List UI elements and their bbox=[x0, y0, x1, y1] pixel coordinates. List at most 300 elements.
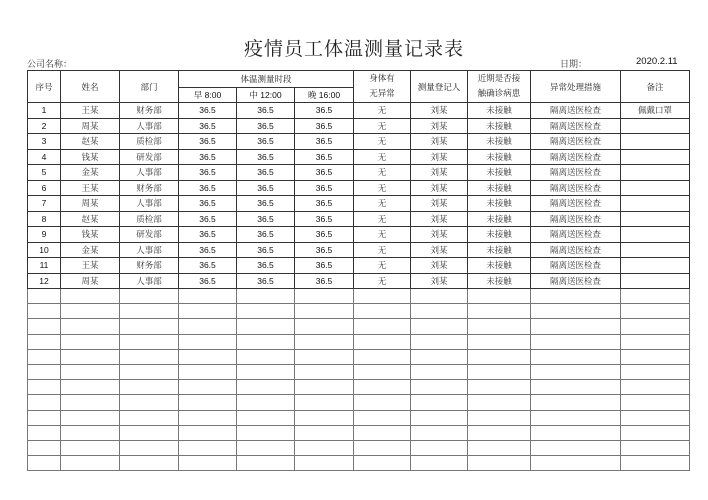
cell-measures: 隔离送医检查 bbox=[531, 165, 621, 181]
empty-cell[interactable] bbox=[295, 456, 354, 471]
cell-remarks bbox=[621, 134, 690, 150]
empty-cell[interactable] bbox=[237, 319, 295, 334]
cell-temp-evening: 36.5 bbox=[295, 273, 354, 289]
cell-temp-evening: 36.5 bbox=[295, 227, 354, 243]
company-name-label: 公司名称： bbox=[27, 60, 73, 70]
empty-cell[interactable] bbox=[468, 304, 531, 319]
empty-cell[interactable] bbox=[28, 380, 61, 395]
empty-cell[interactable] bbox=[354, 456, 411, 471]
cell-contact: 未接触 bbox=[468, 196, 531, 212]
empty-cell[interactable] bbox=[295, 440, 354, 455]
cell-name: 王某 bbox=[61, 258, 120, 274]
cell-contact: 未接触 bbox=[468, 118, 531, 134]
empty-cell[interactable] bbox=[28, 425, 61, 440]
cell-name: 周某 bbox=[61, 196, 120, 212]
empty-cell[interactable] bbox=[411, 319, 468, 334]
empty-cell[interactable] bbox=[621, 364, 690, 379]
cell-temp-noon: 36.5 bbox=[237, 118, 295, 134]
empty-cell[interactable] bbox=[295, 319, 354, 334]
cell-dept: 人事部 bbox=[120, 242, 179, 258]
empty-cell[interactable] bbox=[621, 395, 690, 410]
empty-cell[interactable] bbox=[237, 425, 295, 440]
cell-name: 王某 bbox=[61, 103, 120, 119]
empty-cell[interactable] bbox=[531, 425, 621, 440]
empty-cell[interactable] bbox=[179, 440, 237, 455]
empty-cell[interactable] bbox=[120, 440, 179, 455]
empty-cell[interactable] bbox=[468, 319, 531, 334]
empty-cell[interactable] bbox=[237, 364, 295, 379]
cell-contact: 未接触 bbox=[468, 211, 531, 227]
header-measures: 异常处理措施 bbox=[531, 71, 621, 103]
empty-cell[interactable] bbox=[179, 289, 237, 304]
empty-cell[interactable] bbox=[411, 395, 468, 410]
cell-temp-morning: 36.5 bbox=[179, 273, 237, 289]
empty-cell[interactable] bbox=[411, 289, 468, 304]
empty-cell[interactable] bbox=[411, 349, 468, 364]
cell-measures: 隔离送医检查 bbox=[531, 103, 621, 119]
table-row bbox=[28, 165, 690, 181]
date-label: 日期： bbox=[560, 60, 588, 70]
cell-temp-morning: 36.5 bbox=[179, 242, 237, 258]
empty-cell[interactable] bbox=[468, 410, 531, 425]
cell-seq: 1 bbox=[28, 103, 61, 119]
empty-cell[interactable] bbox=[354, 319, 411, 334]
empty-cell[interactable] bbox=[621, 334, 690, 349]
empty-cell[interactable] bbox=[120, 410, 179, 425]
cell-contact: 未接触 bbox=[468, 149, 531, 165]
empty-cell[interactable] bbox=[468, 440, 531, 455]
empty-cell[interactable] bbox=[621, 380, 690, 395]
empty-cell[interactable] bbox=[61, 304, 120, 319]
cell-measures: 隔离送医检查 bbox=[531, 118, 621, 134]
cell-contact: 未接触 bbox=[468, 242, 531, 258]
empty-cell[interactable] bbox=[120, 334, 179, 349]
empty-cell[interactable] bbox=[621, 289, 690, 304]
empty-cell[interactable] bbox=[354, 349, 411, 364]
cell-name: 王某 bbox=[61, 180, 120, 196]
table-row bbox=[28, 211, 690, 227]
cell-name: 钱某 bbox=[61, 149, 120, 165]
empty-cell[interactable] bbox=[28, 410, 61, 425]
empty-cell[interactable] bbox=[411, 364, 468, 379]
empty-cell[interactable] bbox=[61, 289, 120, 304]
cell-seq: 12 bbox=[28, 273, 61, 289]
empty-cell[interactable] bbox=[179, 425, 237, 440]
empty-cell[interactable] bbox=[120, 319, 179, 334]
empty-cell[interactable] bbox=[411, 334, 468, 349]
cell-recorder: 刘某 bbox=[411, 149, 468, 165]
cell-seq: 8 bbox=[28, 211, 61, 227]
table-row bbox=[28, 103, 690, 119]
empty-cell[interactable] bbox=[28, 364, 61, 379]
cell-contact: 未接触 bbox=[468, 165, 531, 181]
cell-abnormal: 无 bbox=[354, 165, 411, 181]
empty-cell[interactable] bbox=[237, 395, 295, 410]
table-row bbox=[28, 273, 690, 289]
empty-cell[interactable] bbox=[120, 364, 179, 379]
empty-cell[interactable] bbox=[179, 395, 237, 410]
empty-cell[interactable] bbox=[61, 334, 120, 349]
cell-remarks bbox=[621, 258, 690, 274]
cell-temp-noon: 36.5 bbox=[237, 258, 295, 274]
cell-seq: 10 bbox=[28, 242, 61, 258]
cell-seq: 9 bbox=[28, 227, 61, 243]
cell-seq: 4 bbox=[28, 149, 61, 165]
cell-contact: 未接触 bbox=[468, 227, 531, 243]
empty-cell[interactable] bbox=[120, 304, 179, 319]
cell-name: 金某 bbox=[61, 242, 120, 258]
empty-cell[interactable] bbox=[120, 289, 179, 304]
empty-cell[interactable] bbox=[61, 319, 120, 334]
empty-cell[interactable] bbox=[468, 456, 531, 471]
cell-measures: 隔离送医检查 bbox=[531, 258, 621, 274]
cell-temp-evening: 36.5 bbox=[295, 180, 354, 196]
empty-cell[interactable] bbox=[61, 380, 120, 395]
empty-cell[interactable] bbox=[531, 380, 621, 395]
empty-table-row bbox=[28, 440, 690, 455]
cell-seq: 3 bbox=[28, 134, 61, 150]
empty-cell[interactable] bbox=[237, 304, 295, 319]
empty-cell[interactable] bbox=[120, 349, 179, 364]
cell-temp-morning: 36.5 bbox=[179, 103, 237, 119]
empty-cell[interactable] bbox=[28, 304, 61, 319]
empty-cell[interactable] bbox=[295, 364, 354, 379]
cell-abnormal: 无 bbox=[354, 227, 411, 243]
empty-cell[interactable] bbox=[295, 395, 354, 410]
cell-temp-evening: 36.5 bbox=[295, 134, 354, 150]
cell-remarks: 佩戴口罩 bbox=[621, 103, 690, 119]
empty-cell[interactable] bbox=[531, 364, 621, 379]
empty-cell[interactable] bbox=[237, 334, 295, 349]
header-contact bbox=[468, 71, 531, 103]
empty-cell[interactable] bbox=[28, 395, 61, 410]
empty-cell[interactable] bbox=[179, 364, 237, 379]
empty-cell[interactable] bbox=[411, 410, 468, 425]
cell-recorder: 刘某 bbox=[411, 227, 468, 243]
empty-cell[interactable] bbox=[295, 380, 354, 395]
table-row bbox=[28, 180, 690, 196]
empty-cell[interactable] bbox=[237, 289, 295, 304]
cell-temp-morning: 36.5 bbox=[179, 258, 237, 274]
empty-cell[interactable] bbox=[354, 380, 411, 395]
empty-cell[interactable] bbox=[411, 440, 468, 455]
empty-cell[interactable] bbox=[28, 440, 61, 455]
empty-cell[interactable] bbox=[28, 349, 61, 364]
empty-cell[interactable] bbox=[354, 304, 411, 319]
empty-cell[interactable] bbox=[61, 364, 120, 379]
empty-cell[interactable] bbox=[531, 440, 621, 455]
cell-name: 钱某 bbox=[61, 227, 120, 243]
empty-cell[interactable] bbox=[531, 319, 621, 334]
table-row bbox=[28, 196, 690, 212]
cell-measures: 隔离送医检查 bbox=[531, 134, 621, 150]
header-seq: 序号 bbox=[28, 71, 61, 103]
empty-cell[interactable] bbox=[621, 410, 690, 425]
cell-recorder: 刘某 bbox=[411, 242, 468, 258]
cell-temp-noon: 36.5 bbox=[237, 211, 295, 227]
empty-cell[interactable] bbox=[354, 425, 411, 440]
empty-table-row bbox=[28, 304, 690, 319]
empty-table-row bbox=[28, 395, 690, 410]
cell-temp-morning: 36.5 bbox=[179, 196, 237, 212]
cell-temp-morning: 36.5 bbox=[179, 211, 237, 227]
header-recorder: 测量登记人 bbox=[411, 71, 468, 103]
empty-cell[interactable] bbox=[531, 395, 621, 410]
empty-cell[interactable] bbox=[468, 289, 531, 304]
cell-temp-evening: 36.5 bbox=[295, 196, 354, 212]
cell-temp-noon: 36.5 bbox=[237, 242, 295, 258]
empty-cell[interactable] bbox=[295, 304, 354, 319]
cell-abnormal: 无 bbox=[354, 273, 411, 289]
cell-seq: 5 bbox=[28, 165, 61, 181]
empty-table-row bbox=[28, 334, 690, 349]
empty-cell[interactable] bbox=[61, 349, 120, 364]
cell-name: 赵某 bbox=[61, 211, 120, 227]
cell-abnormal: 无 bbox=[354, 134, 411, 150]
empty-cell[interactable] bbox=[295, 410, 354, 425]
empty-cell[interactable] bbox=[179, 456, 237, 471]
cell-recorder: 刘某 bbox=[411, 165, 468, 181]
cell-measures: 隔离送医检查 bbox=[531, 180, 621, 196]
empty-cell[interactable] bbox=[61, 395, 120, 410]
cell-temp-evening: 36.5 bbox=[295, 258, 354, 274]
empty-cell[interactable] bbox=[411, 425, 468, 440]
empty-cell[interactable] bbox=[621, 349, 690, 364]
cell-abnormal: 无 bbox=[354, 258, 411, 274]
cell-abnormal: 无 bbox=[354, 196, 411, 212]
empty-table-row bbox=[28, 289, 690, 304]
cell-remarks bbox=[621, 211, 690, 227]
empty-cell[interactable] bbox=[237, 410, 295, 425]
cell-remarks bbox=[621, 118, 690, 134]
table-row bbox=[28, 227, 690, 243]
header-remarks: 备注 bbox=[621, 71, 690, 103]
cell-measures: 隔离送医检查 bbox=[531, 211, 621, 227]
cell-recorder: 刘某 bbox=[411, 211, 468, 227]
empty-cell[interactable] bbox=[354, 395, 411, 410]
cell-temp-evening: 36.5 bbox=[295, 242, 354, 258]
empty-cell[interactable] bbox=[61, 425, 120, 440]
empty-cell[interactable] bbox=[531, 334, 621, 349]
cell-abnormal: 无 bbox=[354, 211, 411, 227]
empty-cell[interactable] bbox=[179, 349, 237, 364]
cell-name: 周某 bbox=[61, 118, 120, 134]
empty-cell[interactable] bbox=[354, 334, 411, 349]
cell-recorder: 刘某 bbox=[411, 134, 468, 150]
cell-seq: 7 bbox=[28, 196, 61, 212]
empty-cell[interactable] bbox=[621, 456, 690, 471]
header-temp-group: 体温测量时段 bbox=[179, 71, 354, 88]
cell-contact: 未接触 bbox=[468, 180, 531, 196]
cell-temp-noon: 36.5 bbox=[237, 273, 295, 289]
cell-recorder: 刘某 bbox=[411, 103, 468, 119]
empty-cell[interactable] bbox=[411, 380, 468, 395]
cell-dept: 质检部 bbox=[120, 134, 179, 150]
header-abnormal bbox=[354, 71, 411, 103]
empty-cell[interactable] bbox=[61, 440, 120, 455]
empty-cell[interactable] bbox=[531, 304, 621, 319]
cell-name: 周某 bbox=[61, 273, 120, 289]
empty-cell[interactable] bbox=[354, 289, 411, 304]
cell-remarks bbox=[621, 242, 690, 258]
cell-temp-morning: 36.5 bbox=[179, 118, 237, 134]
cell-temp-morning: 36.5 bbox=[179, 180, 237, 196]
cell-name: 赵某 bbox=[61, 134, 120, 150]
empty-cell[interactable] bbox=[468, 334, 531, 349]
cell-recorder: 刘某 bbox=[411, 196, 468, 212]
table-row bbox=[28, 118, 690, 134]
cell-temp-morning: 36.5 bbox=[179, 165, 237, 181]
empty-cell[interactable] bbox=[61, 410, 120, 425]
table-row bbox=[28, 242, 690, 258]
empty-cell[interactable] bbox=[120, 395, 179, 410]
cell-measures: 隔离送医检查 bbox=[531, 242, 621, 258]
table-row bbox=[28, 258, 690, 274]
empty-cell[interactable] bbox=[179, 319, 237, 334]
empty-cell[interactable] bbox=[468, 380, 531, 395]
cell-abnormal: 无 bbox=[354, 242, 411, 258]
empty-table-row bbox=[28, 380, 690, 395]
table-row bbox=[28, 149, 690, 165]
empty-table-row bbox=[28, 456, 690, 471]
cell-recorder: 刘某 bbox=[411, 258, 468, 274]
cell-remarks bbox=[621, 149, 690, 165]
cell-measures: 隔离送医检查 bbox=[531, 273, 621, 289]
empty-cell[interactable] bbox=[295, 425, 354, 440]
empty-table-row bbox=[28, 319, 690, 334]
cell-dept: 研发部 bbox=[120, 149, 179, 165]
empty-cell[interactable] bbox=[468, 425, 531, 440]
cell-temp-evening: 36.5 bbox=[295, 103, 354, 119]
cell-dept: 财务部 bbox=[120, 103, 179, 119]
temperature-record-table bbox=[27, 70, 690, 471]
empty-table-row bbox=[28, 410, 690, 425]
empty-cell[interactable] bbox=[621, 304, 690, 319]
empty-cell[interactable] bbox=[295, 349, 354, 364]
cell-contact: 未接触 bbox=[468, 273, 531, 289]
empty-cell[interactable] bbox=[179, 304, 237, 319]
cell-contact: 未接触 bbox=[468, 103, 531, 119]
cell-seq: 6 bbox=[28, 180, 61, 196]
empty-cell[interactable] bbox=[531, 349, 621, 364]
empty-cell[interactable] bbox=[179, 334, 237, 349]
empty-cell[interactable] bbox=[531, 410, 621, 425]
empty-cell[interactable] bbox=[179, 380, 237, 395]
empty-cell[interactable] bbox=[295, 334, 354, 349]
header-evening: 晚 16:00 bbox=[295, 88, 354, 103]
empty-cell[interactable] bbox=[531, 456, 621, 471]
empty-cell[interactable] bbox=[28, 334, 61, 349]
empty-cell[interactable] bbox=[120, 380, 179, 395]
cell-temp-noon: 36.5 bbox=[237, 227, 295, 243]
cell-temp-noon: 36.5 bbox=[237, 196, 295, 212]
empty-cell[interactable] bbox=[354, 440, 411, 455]
empty-cell[interactable] bbox=[354, 410, 411, 425]
empty-cell[interactable] bbox=[621, 319, 690, 334]
cell-temp-morning: 36.5 bbox=[179, 149, 237, 165]
cell-measures: 隔离送医检查 bbox=[531, 227, 621, 243]
empty-cell[interactable] bbox=[354, 364, 411, 379]
empty-cell[interactable] bbox=[179, 410, 237, 425]
cell-temp-noon: 36.5 bbox=[237, 165, 295, 181]
cell-temp-evening: 36.5 bbox=[295, 149, 354, 165]
cell-name: 金某 bbox=[61, 165, 120, 181]
empty-cell[interactable] bbox=[468, 364, 531, 379]
empty-cell[interactable] bbox=[237, 440, 295, 455]
cell-dept: 财务部 bbox=[120, 180, 179, 196]
empty-cell[interactable] bbox=[531, 289, 621, 304]
empty-cell[interactable] bbox=[411, 304, 468, 319]
header-contact-line2: 触确诊病患 bbox=[477, 88, 521, 99]
empty-cell[interactable] bbox=[28, 289, 61, 304]
empty-cell[interactable] bbox=[621, 440, 690, 455]
cell-dept: 人事部 bbox=[120, 118, 179, 134]
cell-remarks bbox=[621, 196, 690, 212]
document-title: 疫情员工体温测量记录表 bbox=[243, 38, 464, 60]
empty-cell[interactable] bbox=[237, 456, 295, 471]
cell-recorder: 刘某 bbox=[411, 180, 468, 196]
header-morning: 早 8:00 bbox=[179, 88, 237, 103]
cell-temp-noon: 36.5 bbox=[237, 180, 295, 196]
cell-temp-morning: 36.5 bbox=[179, 227, 237, 243]
cell-measures: 隔离送医检查 bbox=[531, 149, 621, 165]
empty-cell[interactable] bbox=[621, 425, 690, 440]
cell-abnormal: 无 bbox=[354, 103, 411, 119]
header-abnormal-line1: 身体有 bbox=[369, 73, 395, 84]
header-name: 姓名 bbox=[61, 71, 120, 103]
empty-cell[interactable] bbox=[468, 349, 531, 364]
cell-temp-evening: 36.5 bbox=[295, 165, 354, 181]
empty-cell[interactable] bbox=[295, 289, 354, 304]
header-noon: 中 12:00 bbox=[237, 88, 295, 103]
empty-table-row bbox=[28, 364, 690, 379]
empty-cell[interactable] bbox=[120, 425, 179, 440]
cell-temp-noon: 36.5 bbox=[237, 134, 295, 150]
empty-cell[interactable] bbox=[237, 380, 295, 395]
cell-dept: 财务部 bbox=[120, 258, 179, 274]
cell-abnormal: 无 bbox=[354, 118, 411, 134]
cell-remarks bbox=[621, 180, 690, 196]
empty-cell[interactable] bbox=[61, 456, 120, 471]
cell-remarks bbox=[621, 165, 690, 181]
cell-temp-noon: 36.5 bbox=[237, 149, 295, 165]
empty-cell[interactable] bbox=[120, 456, 179, 471]
cell-measures: 隔离送医检查 bbox=[531, 196, 621, 212]
empty-table-row bbox=[28, 425, 690, 440]
date-value: 2020.2.11 bbox=[636, 56, 678, 67]
cell-remarks bbox=[621, 273, 690, 289]
empty-cell[interactable] bbox=[28, 456, 61, 471]
empty-cell[interactable] bbox=[468, 395, 531, 410]
empty-cell[interactable] bbox=[411, 456, 468, 471]
cell-temp-evening: 36.5 bbox=[295, 211, 354, 227]
cell-seq: 11 bbox=[28, 258, 61, 274]
empty-cell[interactable] bbox=[28, 319, 61, 334]
cell-dept: 人事部 bbox=[120, 196, 179, 212]
cell-contact: 未接触 bbox=[468, 258, 531, 274]
cell-remarks bbox=[621, 227, 690, 243]
cell-seq: 2 bbox=[28, 118, 61, 134]
header-dept: 部门 bbox=[120, 71, 179, 103]
cell-recorder: 刘某 bbox=[411, 118, 468, 134]
empty-cell[interactable] bbox=[237, 349, 295, 364]
cell-abnormal: 无 bbox=[354, 180, 411, 196]
header-abnormal-line2: 无异常 bbox=[369, 88, 395, 99]
cell-dept: 人事部 bbox=[120, 273, 179, 289]
cell-temp-morning: 36.5 bbox=[179, 134, 237, 150]
empty-table-row bbox=[28, 349, 690, 364]
cell-dept: 研发部 bbox=[120, 227, 179, 243]
